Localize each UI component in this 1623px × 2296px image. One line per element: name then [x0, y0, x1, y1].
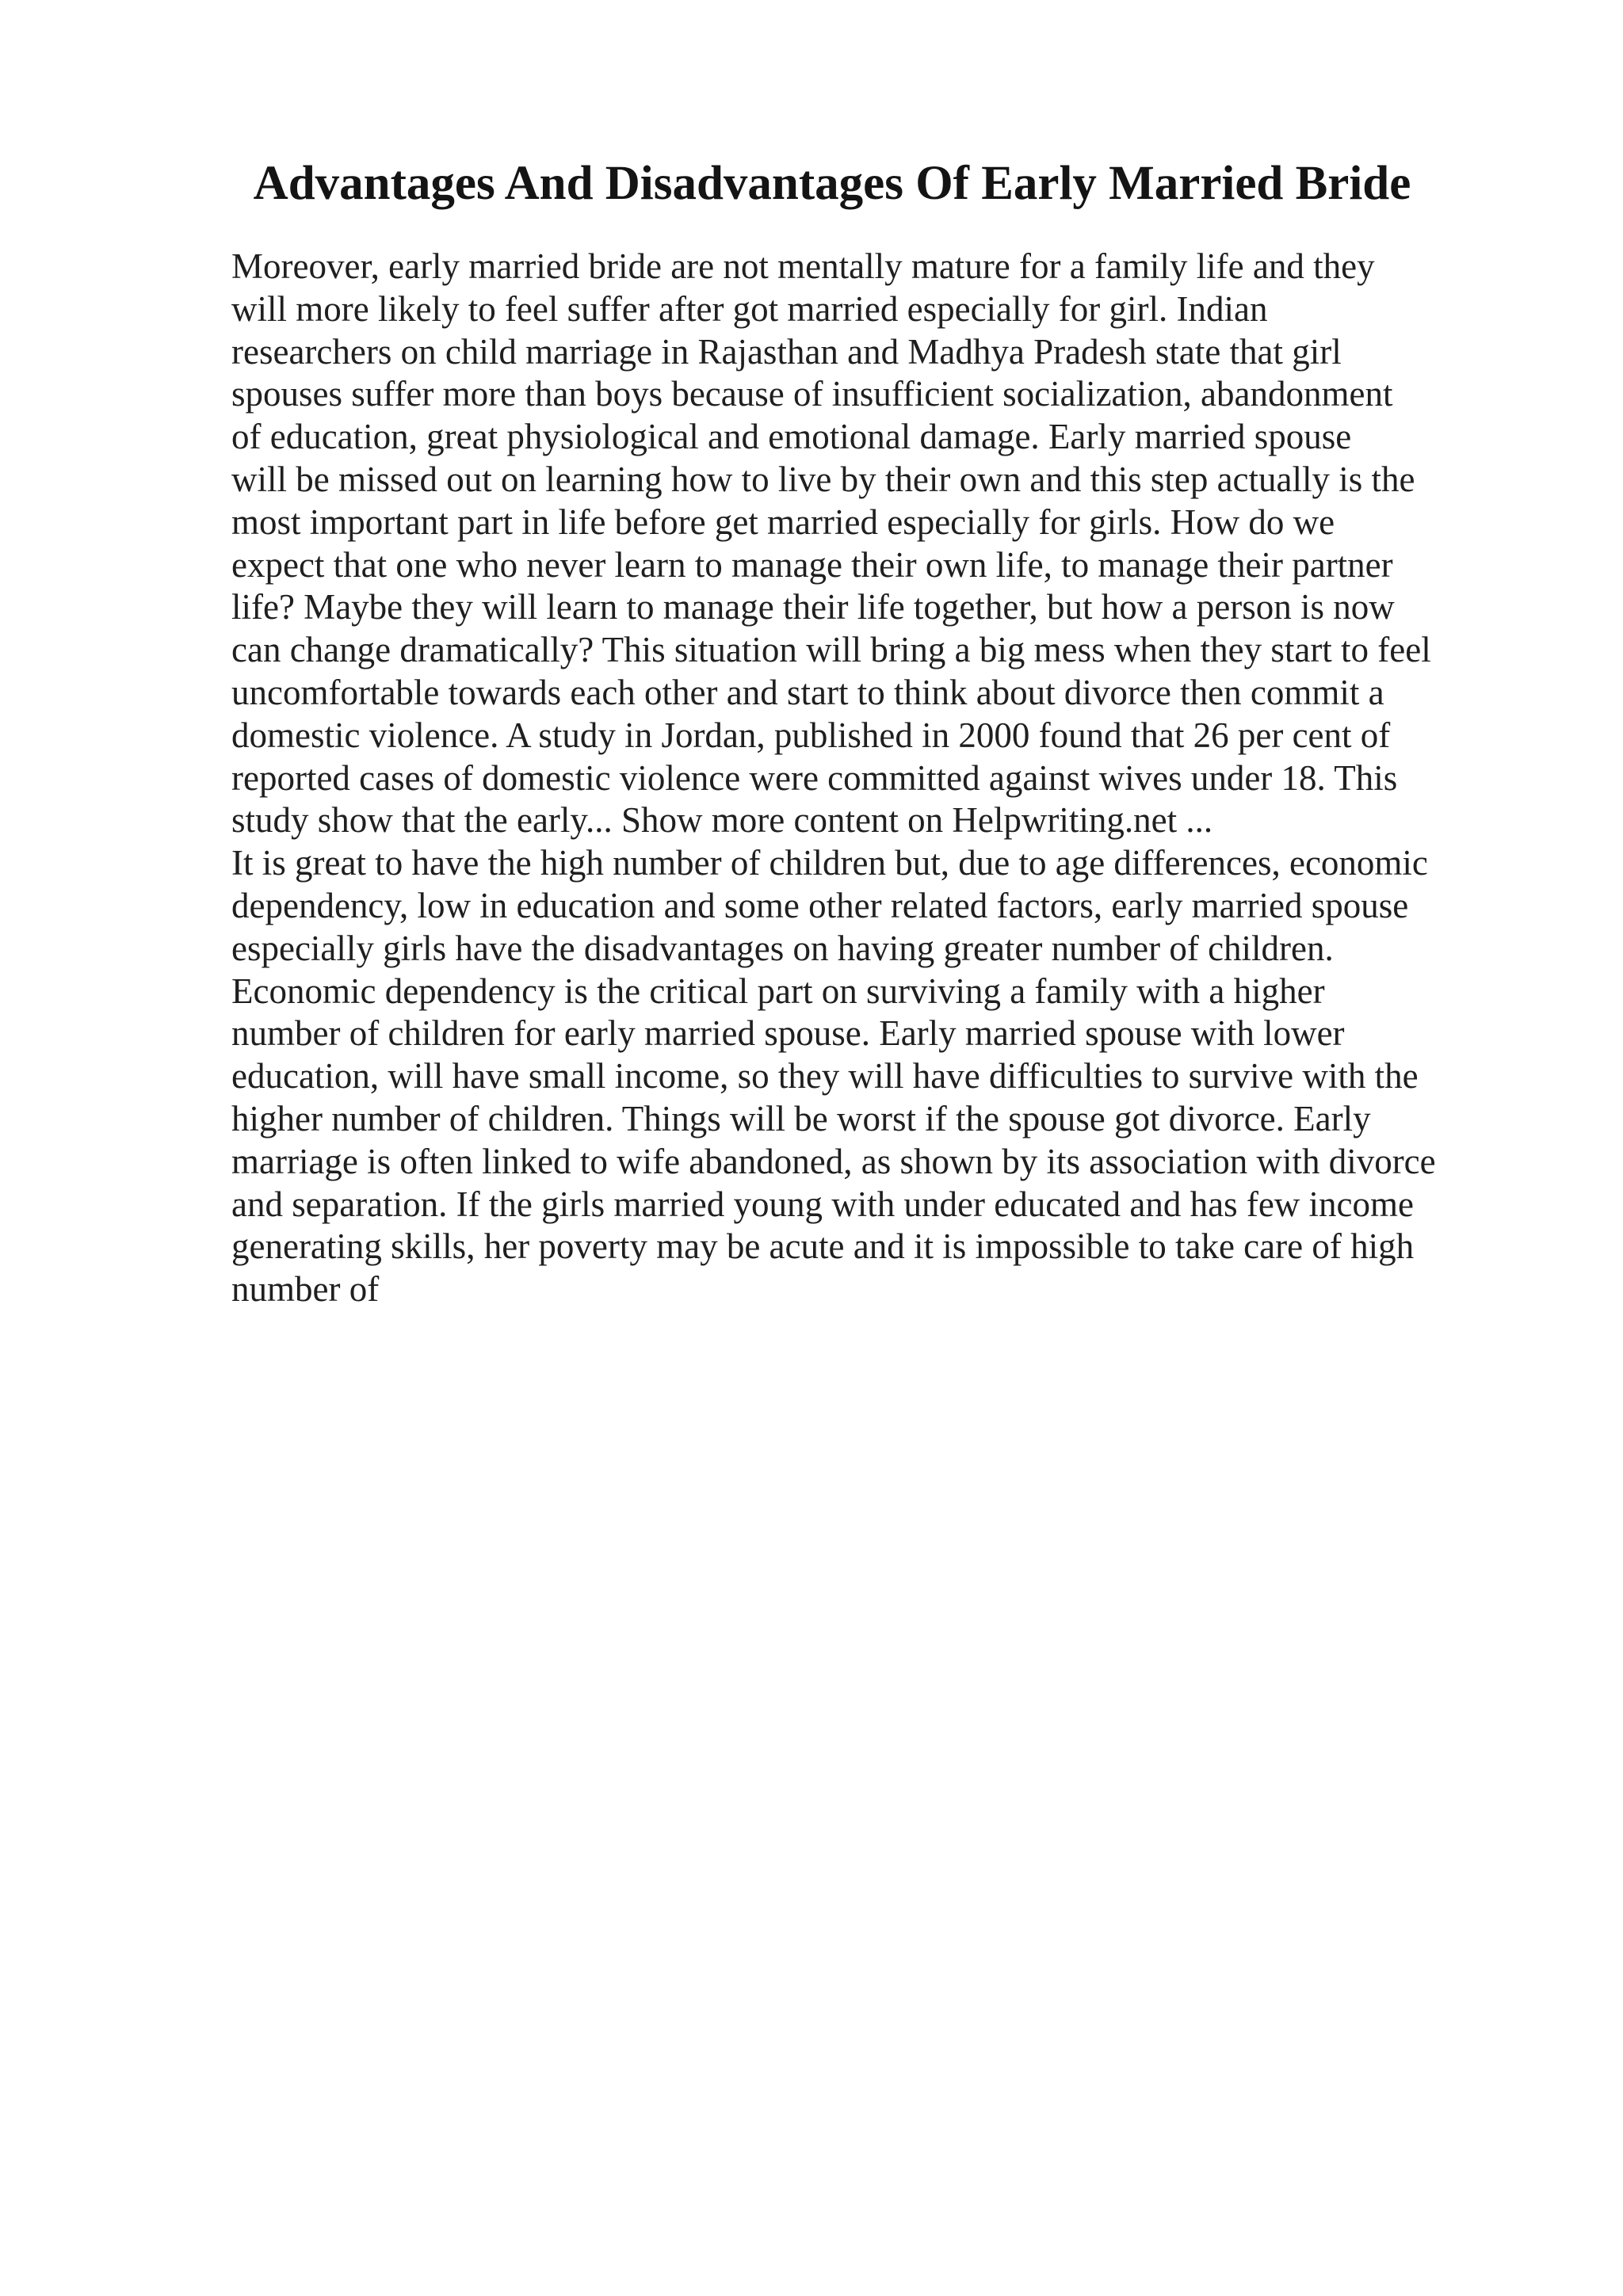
body-line: domestic violence. A study in Jordan, published in 2000 found that 26 per cent of — [231, 715, 1391, 755]
body-line: study show that the early... Show more content on Helpwriting.net ... — [231, 800, 1213, 841]
body-line: most important part in life before get married especially for girls. How do we — [231, 502, 1335, 542]
body-line: dependency, low in education and some other related factors, early married spouse — [231, 885, 1409, 925]
document-body — [231, 246, 1499, 1311]
body-line: reported cases of domestic violence were committed against wives under 18. This — [231, 757, 1398, 798]
body-line: of education, great physiological and emotional damage. Early married spouse — [231, 417, 1352, 457]
body-line: education, will have small income, so they will have difficulties to survive with the — [231, 1056, 1419, 1097]
body-line: Economic dependency is the critical part on surviving a family with a higher — [231, 971, 1325, 1011]
body-line: number of children for early married spouse. Early married spouse with lower — [231, 1013, 1345, 1054]
body-line: uncomfortable towards each other and start to think about divorce then commit a — [231, 672, 1384, 712]
body-line: Moreover, early married bride are not mentally mature for a family life and they — [231, 246, 1375, 286]
body-line: researchers on child marriage in Rajasthan and Madhya Pradesh state that girl — [231, 331, 1342, 372]
document-title: Advantages And Disadvantages Of Early Married Bride — [253, 157, 1411, 210]
body-line: higher number of children. Things will be worst if the spouse got divorce. Early — [231, 1098, 1371, 1138]
body-line: marriage is often linked to wife abandoned, as shown by its association with divorce — [231, 1141, 1436, 1181]
body-line: expect that one who never learn to manage their own life, to manage their partner — [231, 544, 1393, 585]
body-line: life? Maybe they will learn to manage their life together, but how a person is now — [231, 587, 1395, 627]
body-line: generating skills, her poverty may be acute and it is impossible to take care of high — [231, 1226, 1415, 1267]
body-line: especially girls have the disadvantages on having greater number of children. — [231, 928, 1334, 968]
body-line: will more likely to feel suffer after got married especially for girl. Indian — [231, 288, 1268, 329]
body-line: will be missed out on learning how to live by their own and this step actually is the — [231, 459, 1415, 499]
body-line: number of — [231, 1269, 380, 1310]
body-line: and separation. If the girls married young with under educated and has few income — [231, 1184, 1414, 1224]
body-line: can change dramatically? This situation will bring a big mess when they start to feel — [231, 630, 1431, 670]
body-line: It is great to have the high number of children but, due to age differences, economic — [231, 843, 1428, 883]
body-line: spouses suffer more than boys because of insufficient socialization, abandonment — [231, 374, 1393, 414]
